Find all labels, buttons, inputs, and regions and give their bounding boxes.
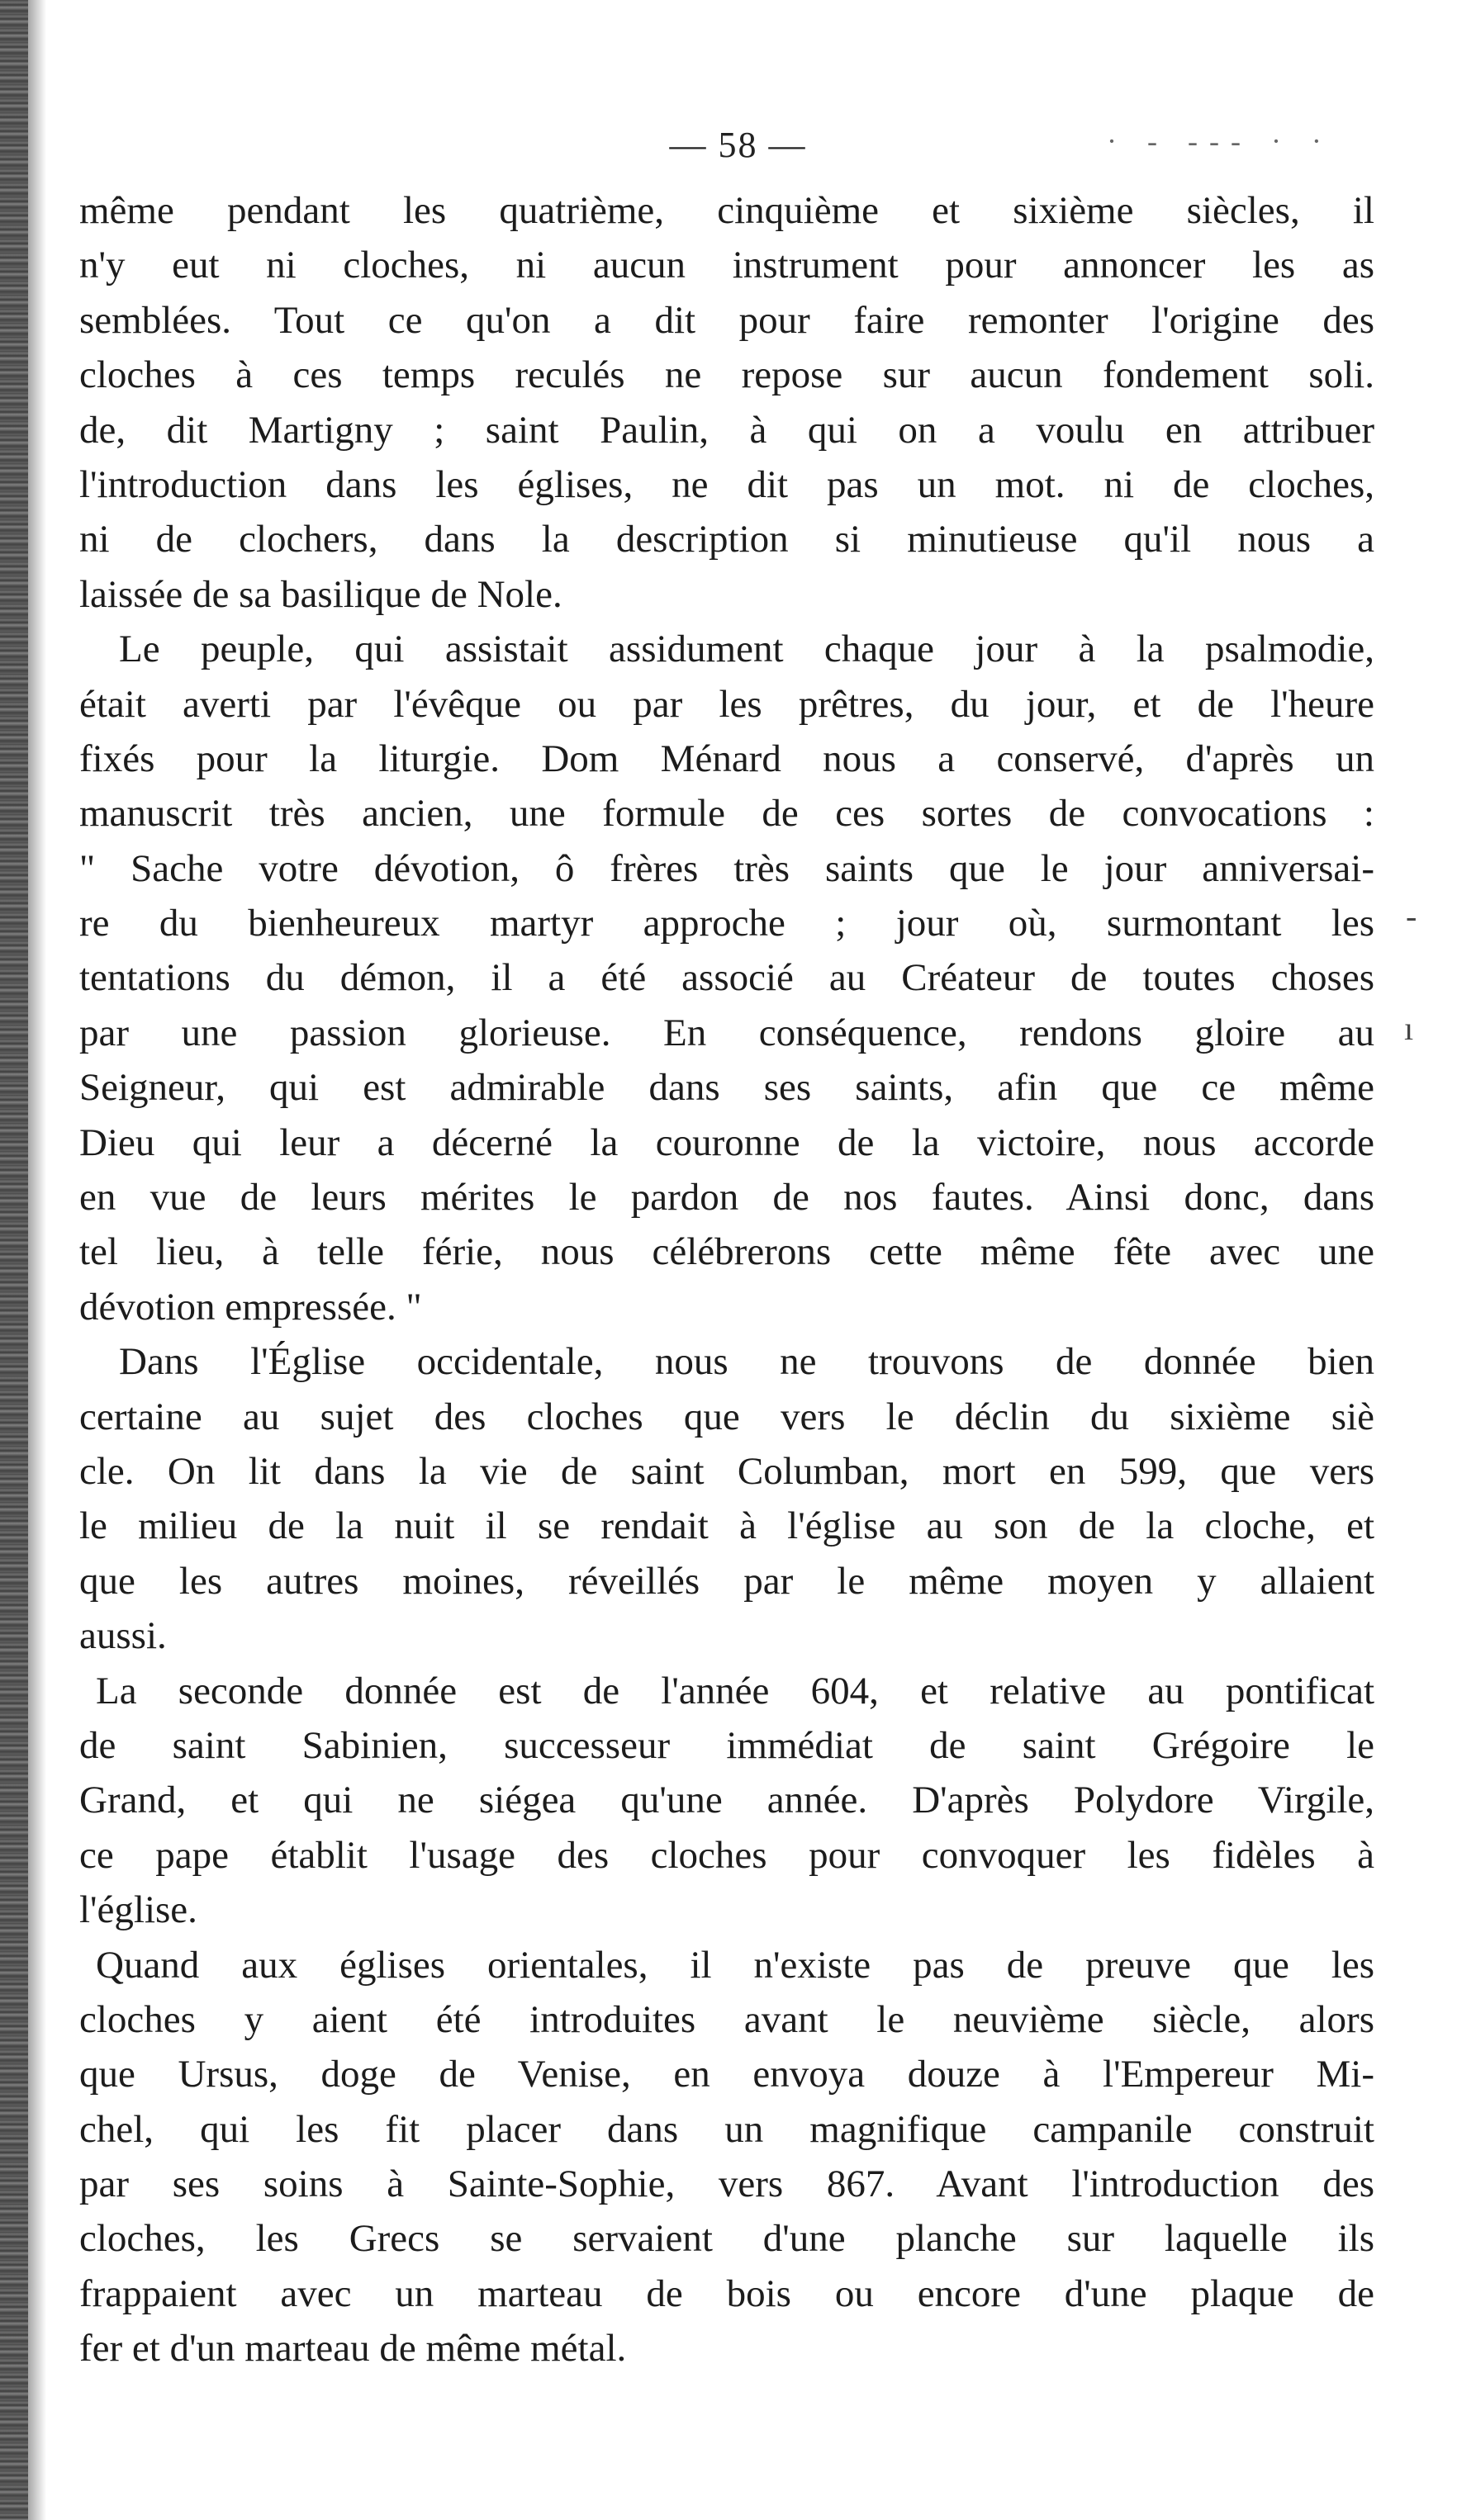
text-line: de, dit Martigny ; saint Paulin, à qui on a voulu en attribuer — [79, 408, 1374, 452]
text-line: même pendant les quatrième, cinquième et sixième siècles, il — [79, 189, 1374, 232]
text-line: en vue de leurs mérites le pardon de nos fautes. Ainsi donc, dans — [79, 1176, 1374, 1220]
margin-mark: - — [1406, 898, 1417, 935]
text-line: de saint Sabinien, successeur immédiat de saint Grégoire le — [79, 1723, 1374, 1767]
page-number: — 58 — — [669, 125, 807, 165]
text-line: Grand, et qui ne siégea qu'une année. D'après Polydore Virgile, — [79, 1779, 1374, 1822]
text-line: manuscrit très ancien, une formule de ces sortes de convocations : — [79, 792, 1374, 836]
text-line: l'introduction dans les églises, ne dit pas un mot. ni de cloches, — [79, 462, 1374, 506]
text-line: certaine au sujet des cloches que vers le déclin du sixième siè — [79, 1395, 1374, 1438]
text-line: n'y eut ni cloches, ni aucun instrument pour annoncer les as — [79, 244, 1374, 287]
body-text — [79, 183, 1374, 2376]
text-line: ce pape établit l'usage des cloches pour convoquer les fidèles à — [79, 1833, 1374, 1877]
text-line: aussi. — [79, 1614, 167, 1658]
text-line: dévotion empressée. " — [79, 1285, 422, 1329]
text-line: par ses soins à Sainte-Sophie, vers 867. Avant l'introduction des — [79, 2162, 1374, 2206]
text-line: l'église. — [79, 1888, 197, 1932]
text-line: cle. On lit dans la vie de saint Columban, mort en 599, que vers — [79, 1449, 1374, 1493]
binding-edge — [0, 0, 28, 2520]
text-line: tel lieu, à telle férie, nous célébrerons cette même fête avec une — [79, 1230, 1374, 1274]
text-line: que les autres moines, réveillés par le même moyen y allaient — [79, 1559, 1374, 1603]
header-marks: · - --- · · — [1107, 125, 1333, 158]
text-line: cloches y aient été introduites avant le neuvième siècle, alors — [79, 1997, 1374, 2041]
text-line: frappaient avec un marteau de bois ou encore d'une plaque de — [79, 2271, 1374, 2315]
text-line: fer et d'un marteau de même métal. — [79, 2327, 627, 2371]
text-line: semblées. Tout ce qu'on a dit pour faire remonter l'origine des — [79, 298, 1374, 342]
text-line: par une passion glorieuse. En conséquence, rendons gloire au — [79, 1011, 1374, 1054]
text-line: Le peuple, qui assistait assidument chaque jour à la psalmodie, — [119, 628, 1374, 671]
text-line: fixés pour la liturgie. Dom Ménard nous a conservé, d'après un — [79, 737, 1374, 780]
text-line: le milieu de la nuit il se rendait à l'église au son de la cloche, et — [79, 1504, 1374, 1548]
text-line: re du bienheureux martyr approche ; jour où, surmontant les — [79, 902, 1374, 945]
text-line: tentations du démon, il a été associé au Créateur de toutes choses — [79, 956, 1374, 1000]
text-line: que Ursus, doge de Venise, en envoya douze à l'Empereur Mi- — [79, 2053, 1374, 2096]
margin-mark: ı — [1404, 1010, 1414, 1047]
text-line: ni de clochers, dans la description si minutieuse qu'il nous a — [79, 518, 1374, 561]
text-line: était averti par l'évêque ou par les prêtres, du jour, et de l'heure — [79, 682, 1374, 726]
text-line: cloches à ces temps reculés ne repose sur aucun fondement soli. — [79, 353, 1374, 397]
text-line: chel, qui les fit placer dans un magnifique campanile construit — [79, 2107, 1374, 2151]
text-line: Dieu qui leur a décerné la couronne de la victoire, nous accorde — [79, 1120, 1374, 1164]
text-line: cloches, les Grecs se servaient d'une planche sur laquelle ils — [79, 2217, 1374, 2261]
text-line: La seconde donnée est de l'année 604, et relative au pontificat — [96, 1669, 1374, 1712]
text-line: laissée de sa basilique de Nole. — [79, 572, 562, 616]
text-line: Seigneur, qui est admirable dans ses saints, afin que ce même — [79, 1066, 1374, 1110]
text-line: " Sache votre dévotion, ô frères très saints que le jour anniversai- — [79, 846, 1374, 890]
text-line: Dans l'Église occidentale, nous ne trouvons de donnée bien — [119, 1340, 1374, 1384]
binding-shadow — [28, 0, 46, 2520]
text-line: Quand aux églises orientales, il n'existe pas de preuve que les — [96, 1943, 1374, 1987]
